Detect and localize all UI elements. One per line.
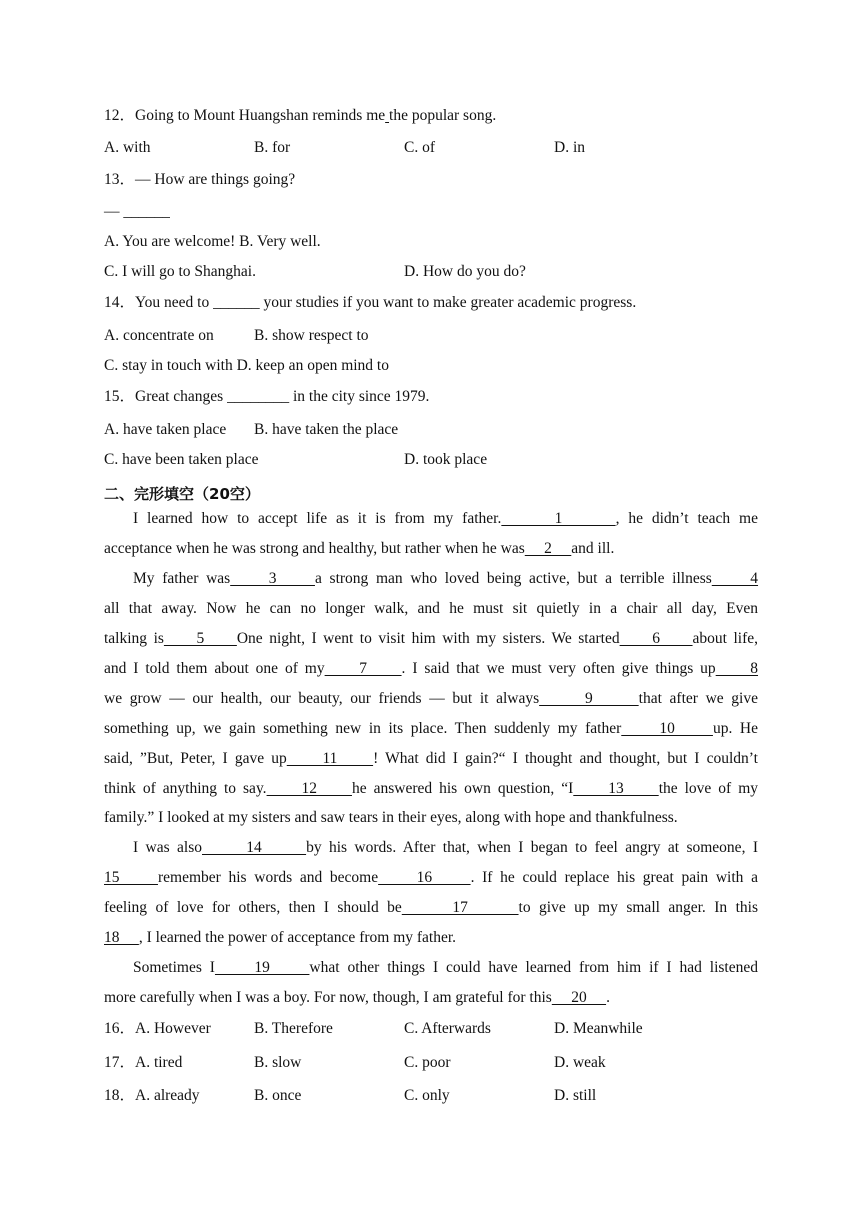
q17-option-b: B. slow [254, 1054, 302, 1071]
passage-text: a strong man who loved being active, but a terrible illness [314, 570, 712, 587]
q12-option-b: B. for [254, 139, 291, 156]
section-2-title: 二、完形填空（20空） [104, 485, 260, 503]
q17-option-a: 17．A. tired [104, 1054, 183, 1071]
passage-text: more carefully when I was a boy. For now, though, I am grateful for this [104, 989, 552, 1006]
q12-option-d: D. in [554, 139, 585, 156]
q16-option-a: 16．A. However [104, 1020, 211, 1037]
passage-text: Sometimes I [133, 959, 215, 976]
q12-option-c: C. of [404, 139, 435, 156]
blank-16: 16 [378, 869, 471, 886]
passage-line-4 [104, 599, 758, 619]
passage-line-14 [104, 898, 758, 918]
blank-12: 12 [266, 780, 352, 797]
q16-option-c: C. Afterwards [404, 1020, 491, 1037]
blank-15: 15 [104, 869, 158, 886]
passage-text: the love of my [658, 780, 759, 797]
passage-line-1 [133, 509, 758, 529]
passage-line-8 [104, 719, 758, 739]
passage-text: said, ”But, Peter, I gave up [104, 750, 287, 767]
question-13-stem: 13．— How are things going? [104, 171, 296, 188]
passage-line-16 [133, 958, 758, 978]
q15-option-d: D. took place [404, 451, 488, 468]
question-12-rest: the popular song. [389, 107, 497, 124]
q15-option-b: B. have taken the place [254, 421, 399, 438]
question-13-answer-line: — ______ [104, 203, 170, 220]
blank-10: 10 [621, 720, 713, 737]
question-12-stem: 12．Going to Mount Huangshan reminds me [104, 107, 386, 124]
passage-line-9 [104, 749, 758, 769]
q13-option-ab: A. You are welcome! B. Very well. [104, 233, 321, 250]
blank-1: 1 [501, 510, 616, 527]
question-12 [104, 106, 496, 126]
q18-option-a: 18．A. already [104, 1087, 200, 1104]
blank-17: 17 [401, 899, 519, 916]
passage-line-17 [104, 988, 610, 1008]
passage-text: family.” I looked at my sisters and saw tears in their eyes, along with hope and thankfulness. [104, 809, 678, 826]
passage-text: . If he could replace his great pain with a [470, 869, 758, 886]
passage-line-7 [104, 689, 758, 709]
passage-text: something up, we gain something new in its place. Then suddenly my father [104, 720, 622, 737]
passage-text: to give up my small anger. In this [518, 899, 758, 916]
q14-option-a: A. concentrate on [104, 327, 214, 344]
passage-text: up. He [712, 720, 759, 737]
question-15-stem: 15．Great changes ________ in the city since 1979. [104, 388, 430, 405]
passage-text: that after we give [638, 690, 758, 707]
q17-option-c: C. poor [404, 1054, 451, 1071]
passage-text: , he didn’t teach me [615, 510, 758, 527]
passage-line-5 [104, 629, 758, 649]
passage-text: we grow — our health, our beauty, our friends — but it always [104, 690, 540, 707]
passage-text: he answered his own question, “I [351, 780, 574, 797]
passage-line-3 [133, 569, 758, 589]
blank-18: 18 [104, 929, 139, 946]
passage-text: about life, [692, 630, 759, 647]
passage-text: One night, I went to visit him with my sisters. We started [236, 630, 620, 647]
blank-6: 6 [619, 630, 693, 647]
passage-text: I learned how to accept life as it is from my father. [133, 510, 502, 527]
passage-text: all that away. Now he can no longer walk, and he must sit quietly in a chair all day, Even [104, 600, 758, 617]
passage-line-13 [104, 868, 758, 888]
blank-19: 19 [214, 959, 310, 976]
question-14-stem: 14．You need to ______ your studies if you want to make greater academic progress. [104, 294, 637, 311]
q16-option-b: B. Therefore [254, 1020, 333, 1037]
passage-text: . I said that we must very often give things up [401, 660, 716, 677]
blank-3: 3 [230, 570, 315, 587]
blank-9: 9 [539, 690, 639, 707]
q15-option-c: C. have been taken place [104, 451, 259, 468]
q15-option-a: A. have taken place [104, 421, 227, 438]
passage-text: by his words. After that, when I began to feel angry at someone, I [306, 839, 758, 856]
blank-7: 7 [324, 660, 402, 677]
q13-option-d: D. How do you do? [404, 263, 526, 280]
blank-14: 14 [202, 839, 307, 856]
passage-line-2 [104, 539, 614, 559]
q17-option-d: D. weak [554, 1054, 606, 1071]
passage-text: think of anything to say. [104, 780, 267, 797]
passage-line-15 [104, 928, 456, 948]
passage-text: acceptance when he was strong and healthy, but rather when he was [104, 540, 525, 557]
blank-4: 4 [711, 570, 759, 587]
passage-text: My father was [133, 570, 231, 587]
q18-option-d: D. still [554, 1087, 597, 1104]
blank-2: 2 [524, 540, 572, 557]
q18-option-c: C. only [404, 1087, 450, 1104]
passage-text: . [606, 989, 610, 1006]
blank-20: 20 [551, 989, 607, 1006]
blank-5: 5 [163, 630, 237, 647]
q13-option-c: C. I will go to Shanghai. [104, 263, 256, 280]
q16-option-d: D. Meanwhile [554, 1020, 643, 1037]
passage-text: I was also [133, 839, 202, 856]
passage-text: and ill. [571, 540, 615, 557]
blank-11: 11 [286, 750, 374, 767]
passage-text: what other things I could have learned from him if I had listened [309, 959, 758, 976]
passage-text: and I told them about one of my [104, 660, 325, 677]
q14-option-b: B. show respect to [254, 327, 369, 344]
passage-text: , I learned the power of acceptance from my father. [138, 929, 457, 946]
blank-13: 13 [573, 780, 659, 797]
passage-line-6 [104, 659, 758, 679]
passage-text: ! What did I gain?“ I thought and thought, but I couldn’t [373, 750, 758, 767]
passage-text: feeling of love for others, then I should be [104, 899, 402, 916]
blank-8: 8 [715, 660, 759, 677]
passage-line-11 [104, 808, 678, 828]
q14-option-cd: C. stay in touch with D. keep an open mind to [104, 357, 389, 374]
q18-option-b: B. once [254, 1087, 302, 1104]
passage-line-10 [104, 779, 758, 799]
passage-text: talking is [104, 630, 164, 647]
q12-option-a: A. with [104, 139, 151, 156]
passage-line-12 [133, 838, 758, 858]
passage-text: remember his words and become [157, 869, 379, 886]
